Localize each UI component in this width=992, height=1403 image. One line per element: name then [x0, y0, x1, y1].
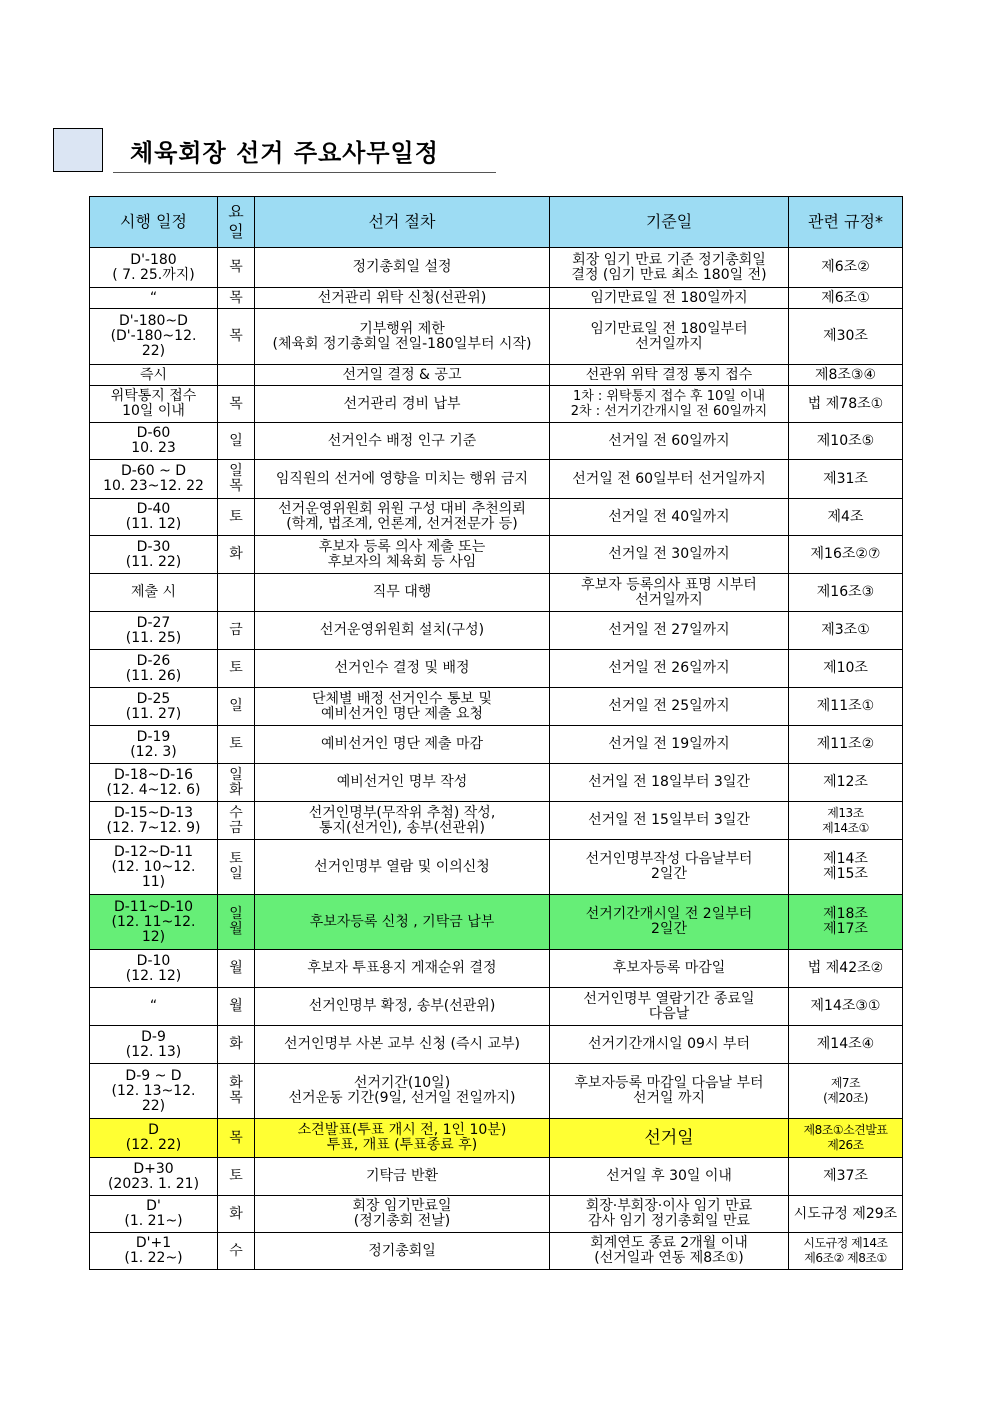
cell-rule: 제11조②: [789, 726, 903, 764]
table-row: [90, 1196, 903, 1233]
table-row: [90, 536, 903, 574]
cell-basis: 후보자등록 마감일: [550, 950, 789, 988]
cell-procedure: 선거인명부 열람 및 이의신청: [255, 840, 550, 895]
cell-basis: 선거일 전 26일까지: [550, 650, 789, 688]
table-row: [90, 499, 903, 536]
cell-basis: 선거일 전 60일까지: [550, 423, 789, 460]
title-marker-box: [53, 128, 103, 172]
cell-procedure: 정기총회일: [255, 1233, 550, 1270]
cell-day: 토: [218, 726, 255, 764]
table-row: [90, 1158, 903, 1196]
table-row: [90, 309, 903, 365]
cell-procedure: 후보자등록 신청 , 기탁금 납부: [255, 895, 550, 950]
table-row: [90, 726, 903, 764]
cell-basis: 선관위 위탁 결정 통지 접수: [550, 365, 789, 386]
cell-procedure: 선거기간(10일) 선거운동 기간(9일, 선거일 전일까지): [255, 1064, 550, 1119]
table-row: [90, 248, 903, 288]
cell-schedule: D+30 (2023. 1. 21): [90, 1158, 218, 1196]
cell-day: 수 금: [218, 802, 255, 840]
table-row: [90, 1119, 903, 1158]
cell-basis: 선거인명부 열람기간 종료일 다음날: [550, 988, 789, 1026]
cell-rule: 제6조①: [789, 288, 903, 309]
cell-procedure: 선거일 결정 & 공고: [255, 365, 550, 386]
cell-day: 일 월: [218, 895, 255, 950]
table-row: [90, 612, 903, 650]
cell-rule: 제12조: [789, 764, 903, 802]
cell-procedure: 기탁금 반환: [255, 1158, 550, 1196]
table-row: [90, 574, 903, 612]
cell-schedule: 위탁통지 접수 10일 이내: [90, 386, 218, 423]
cell-procedure: 정기총회일 설정: [255, 248, 550, 288]
cell-schedule: 즉시: [90, 365, 218, 386]
table-row: [90, 386, 903, 423]
cell-schedule: D-19 (12. 3): [90, 726, 218, 764]
cell-basis: 선거인명부작성 다음날부터 2일간: [550, 840, 789, 895]
table-row: [90, 365, 903, 386]
cell-schedule: D'-180 ( 7. 25.까지): [90, 248, 218, 288]
cell-day: 일: [218, 688, 255, 726]
cell-basis: 임기만료일 전 180일부터 선거일까지: [550, 309, 789, 365]
cell-basis: 임기만료일 전 180일까지: [550, 288, 789, 309]
table-row: [90, 423, 903, 460]
table-row: [90, 802, 903, 840]
cell-schedule: D' (1. 21~): [90, 1196, 218, 1233]
cell-day: 화: [218, 536, 255, 574]
cell-schedule: D-25 (11. 27): [90, 688, 218, 726]
cell-rule: 제14조③①: [789, 988, 903, 1026]
cell-schedule: D-30 (11. 22): [90, 536, 218, 574]
cell-schedule: D-15~D-13 (12. 7~12. 9): [90, 802, 218, 840]
cell-rule: 제31조: [789, 460, 903, 499]
table-row: [90, 1064, 903, 1119]
cell-schedule: 제출 시: [90, 574, 218, 612]
cell-schedule: “: [90, 288, 218, 309]
cell-schedule: D-11~D-10 (12. 11~12. 12): [90, 895, 218, 950]
cell-day: 토: [218, 650, 255, 688]
cell-day: 일: [218, 423, 255, 460]
schedule-table: [89, 196, 903, 1270]
cell-schedule: D-26 (11. 26): [90, 650, 218, 688]
table-row: [90, 288, 903, 309]
table-row: [90, 1233, 903, 1270]
cell-rule: 제4조: [789, 499, 903, 536]
cell-rule: 제8조①소견발표 제26조: [789, 1119, 903, 1158]
cell-procedure: 선거인명부 확정, 송부(선관위): [255, 988, 550, 1026]
cell-schedule: D-27 (11. 25): [90, 612, 218, 650]
cell-basis: 회장 임기 만료 기준 정기총회일 결정 (임기 만료 최소 180일 전): [550, 248, 789, 288]
cell-basis: 후보자 등록의사 표명 시부터 선거일까지: [550, 574, 789, 612]
cell-schedule: D-10 (12. 12): [90, 950, 218, 988]
table-row: [90, 764, 903, 802]
cell-procedure: 선거인수 배정 인구 기준: [255, 423, 550, 460]
cell-rule: 제6조②: [789, 248, 903, 288]
cell-day: 목: [218, 1119, 255, 1158]
cell-schedule: D-9 ~ D (12. 13~12. 22): [90, 1064, 218, 1119]
cell-day: [218, 365, 255, 386]
cell-basis: 선거일 전 18일부터 3일간: [550, 764, 789, 802]
cell-rule: 제37조: [789, 1158, 903, 1196]
cell-procedure: 선거관리 위탁 신청(선관위): [255, 288, 550, 309]
cell-basis: 회장·부회장·이사 임기 만료 감사 임기 정기총회일 만료: [550, 1196, 789, 1233]
cell-schedule: D-9 (12. 13): [90, 1026, 218, 1064]
cell-schedule: D-60 10. 23: [90, 423, 218, 460]
cell-rule: 제16조②⑦: [789, 536, 903, 574]
cell-day: 월: [218, 950, 255, 988]
cell-procedure: 직무 대행: [255, 574, 550, 612]
cell-schedule: D-12~D-11 (12. 10~12. 11): [90, 840, 218, 895]
cell-schedule: “: [90, 988, 218, 1026]
cell-basis: 회계연도 종료 2개월 이내 (선거일과 연동 제8조①): [550, 1233, 789, 1270]
header-rule: 관련 규정*: [789, 197, 903, 248]
cell-day: 목: [218, 288, 255, 309]
cell-rule: 제18조 제17조: [789, 895, 903, 950]
cell-schedule: D'-180~D (D'-180~12. 22): [90, 309, 218, 365]
cell-procedure: 예비선거인 명단 제출 마감: [255, 726, 550, 764]
cell-schedule: D-40 (11. 12): [90, 499, 218, 536]
cell-rule: 제7조 (제20조): [789, 1064, 903, 1119]
header-basis: 기준일: [550, 197, 789, 248]
cell-day: 화: [218, 1196, 255, 1233]
cell-schedule: D-60 ~ D 10. 23~12. 22: [90, 460, 218, 499]
cell-procedure: 기부행위 제한 (체육회 정기총회일 전일-180일부터 시작): [255, 309, 550, 365]
cell-basis: 선거일 전 15일부터 3일간: [550, 802, 789, 840]
cell-day: 토 일: [218, 840, 255, 895]
cell-schedule: D'+1 (1. 22~): [90, 1233, 218, 1270]
cell-basis: 선거일 전 40일까지: [550, 499, 789, 536]
cell-day: 토: [218, 1158, 255, 1196]
cell-rule: 제8조③④: [789, 365, 903, 386]
table-row: [90, 988, 903, 1026]
cell-rule: 시도규정 제14조 제6조② 제8조①: [789, 1233, 903, 1270]
cell-day: 목: [218, 248, 255, 288]
cell-procedure: 회장 임기만료일 (정기총회 전날): [255, 1196, 550, 1233]
table-row: [90, 1026, 903, 1064]
cell-schedule: D (12. 22): [90, 1119, 218, 1158]
cell-day: [218, 574, 255, 612]
cell-rule: 제14조 제15조: [789, 840, 903, 895]
page-title: 체육회장 선거 주요사무일정: [130, 139, 439, 167]
cell-day: 월: [218, 988, 255, 1026]
cell-basis: 선거일 전 60일부터 선거일까지: [550, 460, 789, 499]
header-procedure: 선거 절차: [255, 197, 550, 248]
cell-procedure: 선거인수 결정 및 배정: [255, 650, 550, 688]
cell-procedure: 후보자 투표용지 게재순위 결정: [255, 950, 550, 988]
cell-day: 화: [218, 1026, 255, 1064]
table-header-row: [90, 197, 903, 248]
cell-basis: 선거기간개시일 전 2일부터 2일간: [550, 895, 789, 950]
title-underline: [113, 172, 496, 173]
cell-day: 토: [218, 499, 255, 536]
cell-day: 목: [218, 309, 255, 365]
cell-procedure: 소견발표(투표 개시 전, 1인 10분) 투표, 개표 (투표종료 후): [255, 1119, 550, 1158]
cell-rule: 제14조④: [789, 1026, 903, 1064]
cell-basis: 선거일: [550, 1119, 789, 1158]
table-row: [90, 650, 903, 688]
cell-rule: 제3조①: [789, 612, 903, 650]
cell-basis: 선거일 전 19일까지: [550, 726, 789, 764]
cell-day: 목: [218, 386, 255, 423]
cell-rule: 법 제78조①: [789, 386, 903, 423]
cell-rule: 제16조③: [789, 574, 903, 612]
cell-rule: 시도규정 제29조: [789, 1196, 903, 1233]
cell-basis: 선거일 전 25일까지: [550, 688, 789, 726]
cell-basis: 선거일 전 30일까지: [550, 536, 789, 574]
cell-schedule: D-18~D-16 (12. 4~12. 6): [90, 764, 218, 802]
cell-rule: 제13조 제14조①: [789, 802, 903, 840]
cell-basis: 선거일 전 27일까지: [550, 612, 789, 650]
cell-procedure: 선거운영위원회 설치(구성): [255, 612, 550, 650]
cell-rule: 제10조: [789, 650, 903, 688]
cell-rule: 법 제42조②: [789, 950, 903, 988]
cell-procedure: 선거인명부(무작위 추첨) 작성, 통지(선거인), 송부(선관위): [255, 802, 550, 840]
cell-procedure: 선거관리 경비 납부: [255, 386, 550, 423]
cell-day: 일 화: [218, 764, 255, 802]
cell-day: 일 목: [218, 460, 255, 499]
cell-procedure: 선거인명부 사본 교부 신청 (즉시 교부): [255, 1026, 550, 1064]
table-row: [90, 688, 903, 726]
cell-day: 화 목: [218, 1064, 255, 1119]
cell-procedure: 예비선거인 명부 작성: [255, 764, 550, 802]
cell-basis: 선거기간개시일 09시 부터: [550, 1026, 789, 1064]
cell-basis: 선거일 후 30일 이내: [550, 1158, 789, 1196]
table-row: [90, 840, 903, 895]
table-row: [90, 950, 903, 988]
cell-procedure: 임직원의 선거에 영향을 미치는 행위 금지: [255, 460, 550, 499]
cell-day: 수: [218, 1233, 255, 1270]
cell-procedure: 후보자 등록 의사 제출 또는 후보자의 체육회 등 사임: [255, 536, 550, 574]
header-day: 요 일: [218, 197, 255, 248]
cell-basis: 1차 : 위탁통지 접수 후 10일 이내 2차 : 선거기간개시일 전 60일까지: [550, 386, 789, 423]
cell-basis: 후보자등록 마감일 다음날 부터 선거일 까지: [550, 1064, 789, 1119]
table-row: [90, 895, 903, 950]
cell-rule: 제11조①: [789, 688, 903, 726]
cell-rule: 제10조⑤: [789, 423, 903, 460]
cell-procedure: 단체별 배정 선거인수 통보 및 예비선거인 명단 제출 요청: [255, 688, 550, 726]
header-schedule: 시행 일정: [90, 197, 218, 248]
cell-rule: 제30조: [789, 309, 903, 365]
cell-procedure: 선거운영위원회 위원 구성 대비 추천의뢰 (학계, 법조계, 언론계, 선거전문가 등): [255, 499, 550, 536]
table-row: [90, 460, 903, 499]
cell-day: 금: [218, 612, 255, 650]
